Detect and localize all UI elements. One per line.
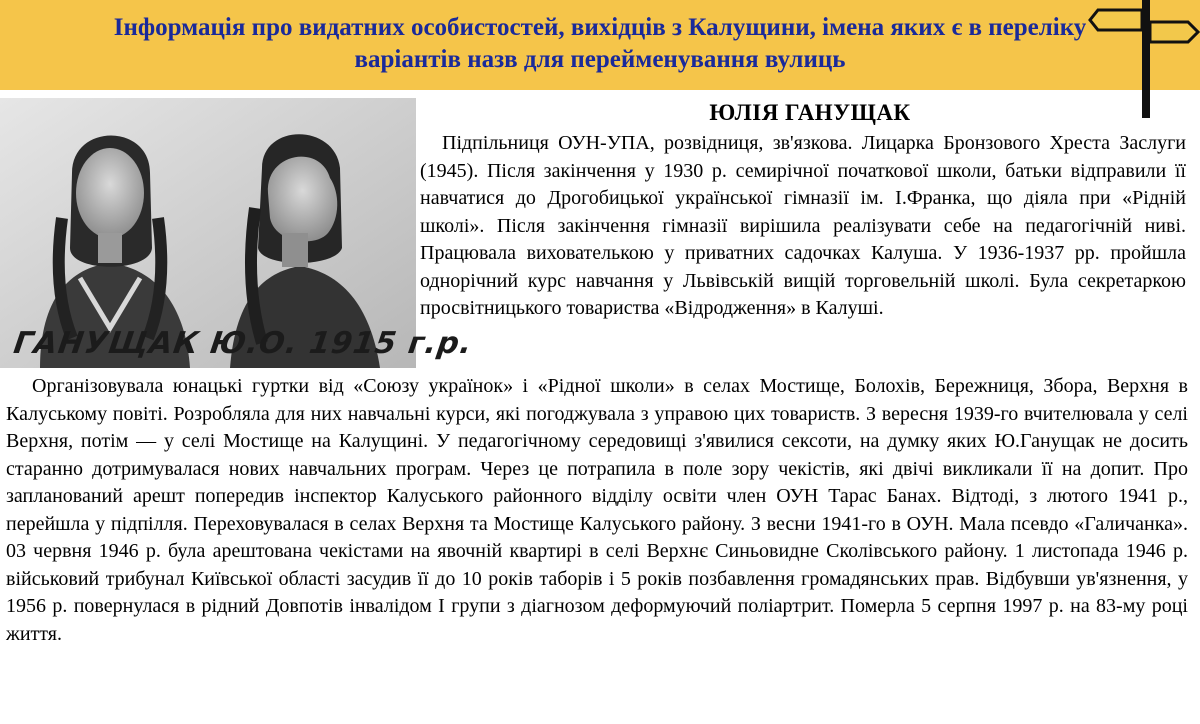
page-title [0,12,1200,76]
header-banner [0,0,1200,90]
person-name: ЮЛІЯ ГАНУЩАК [709,100,911,125]
intro-paragraph: Підпільниця ОУН-УПА, розвідниця, зв'язкова. Лицарка Бронзового Хреста Заслуги (1945). Після закінчення у 1930 р. семирічної початкової школи, батьки відправили її навчатися до Дрогобицької української гімназії ім. І.Франка, що діяла при «Рідній школі». Після закінчення гімназії вирішила реалізувати себе на педагогічній ниві. Працювала вихователькою у приватних садочках Калуша. У 1936-1937 рр. пройшла однорічний курс навчання у Львівській вищій торговельній школі. Була секретаркою просвітницького товариства «Відродження» в Калуші. [420,132,1186,319]
title-line-1: Інформація про видатних особистостей, вихідців з Калущини, імена яких є в переліку [113,14,1087,41]
portrait-photo [0,98,475,368]
biography-paragraph: Організовувала юнацькі гуртки від «Союзу українок» і «Рідної школи» в селах Мостище, Болохів, Бережниця, Збора, Верхня в Калуському повіті. Розробляла для них навчальні курси, які погоджувала з управою цих товариств. З вересня 1939-го вчителювала у селі Верхня, потім — у селі Мостище на Калущині. У педагогічному середовищі з'явилися сексоти, на думку яких Ю.Ганущак не досить старанно дотримувалася нових навчальних програм. Через це потрапила в поле зору чекістів, які двічі викликали її на допит. Про запланований арешт попередив інспектор Калуського районного відділу освіти член ОУН Тарас Банах. Відтоді, з лютого 1941 р., перейшла у підпілля. Переховувалася в селах Верхня та Мостище Калуського району. З весни 1941-го в ОУН. Мала псевдо «Галичанка». 03 червня 1946 р. була арештована чекістами на явочній квартирі в селі Верхнє Синьовидне Сколівського району. 1 листопада 1946 р. військовий трибунал Київської області засудив її до 10 років таборів і 5 років позбавлення громадянських прав. Відбувши ув'язнення, у 1956 р. повернулася в рідний Довпотів інвалідом І групи з діагнозом деформуючий поліартрит. Померла 5 серпня 1997 р. на 83-му році життя. [6,375,1188,645]
title-line-2: варіантів назв для перейменування вулиць [354,46,846,73]
photo-caption: ГАНУЩАК Ю.О. 1915 г.р. [11,326,475,361]
